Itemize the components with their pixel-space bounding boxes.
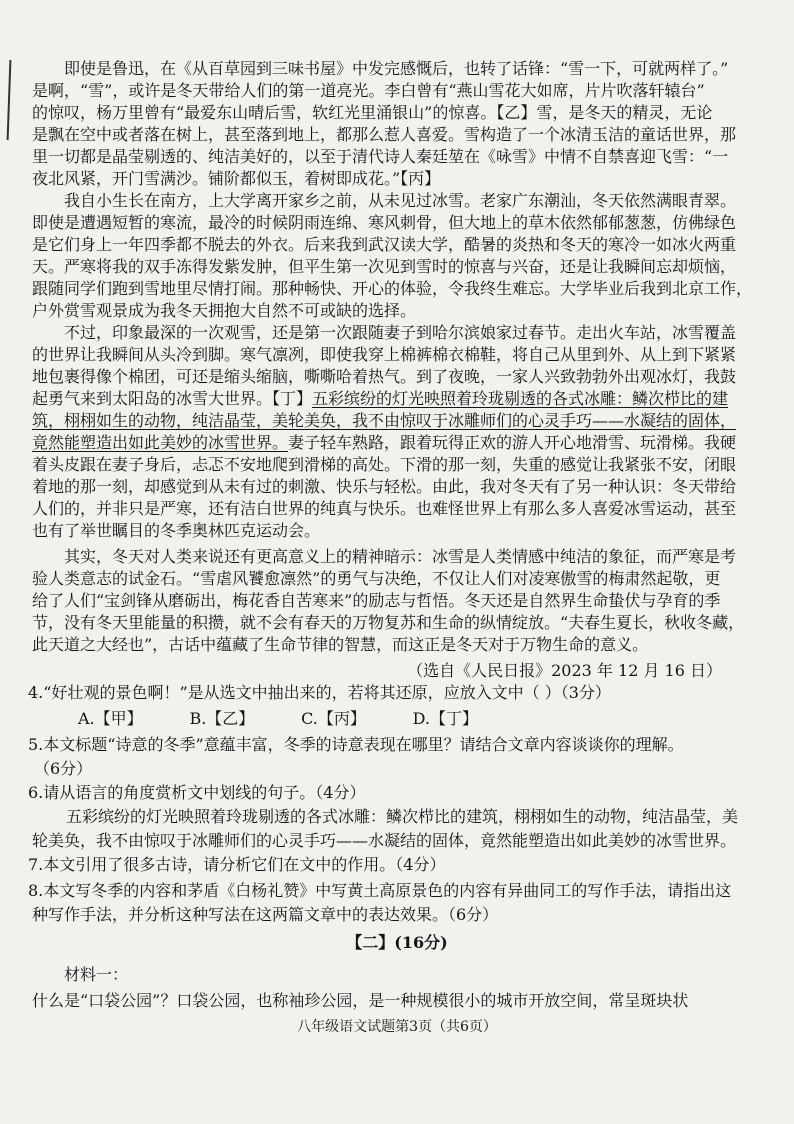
article-line: 户外赏雪观景成为我冬天拥抱大自然不可或缺的选择。 <box>32 301 417 320</box>
article-line: 的世界让我瞬间从头冷到脚。寒气凛冽，即使我穿上棉裤棉衣棉鞋，将自己从里到外、从上到下紧紧 <box>32 345 737 364</box>
article-line: 是飘在空中或者落在树上，甚至落到地上，都那么惹人喜爱。雪构造了一个冰清玉洁的童话世界，那 <box>32 125 737 144</box>
question-6-quote: 五彩缤纷的灯光映照着玲珑剔透的各式冰雕：鳞次栉比的建筑，栩栩如生的动物，纯洁晶莹，美 <box>66 807 739 826</box>
article-line: 是啊，“雪”，或许是冬天带给人们的第一道亮光。李白曾有“燕山雪花大如席，片片吹落轩辕台” <box>32 81 705 100</box>
article-line: 地包裹得像个棉团，可还是缩头缩脑，嘶嘶哈着热气。到了夜晚，一家人兴致勃勃外出观冰灯，我鼓 <box>32 367 737 386</box>
article-line: 着地的那一刻，却感觉到从未有过的刺激、快乐与轻松。由此，我对冬天有了另一种认识：冬天带给 <box>32 477 737 496</box>
article-line: 是它们身上一年四季都不脱去的外衣。后来我到武汉读大学，酷暑的炎热和冬天的寒冷一如冰火两重 <box>32 235 737 254</box>
article-line: 着头皮跟在妻子身后，忐忑不安地爬到滑梯的高处。下滑的那一刻，失重的感觉让我紧张不安，闭眼 <box>32 455 737 474</box>
article-source: （选自《人民日报》2023 年 12 月 16 日） <box>407 661 722 680</box>
article-line <box>32 432 736 454</box>
article-line: 不过，印象最深的一次观雪，还是第一次跟随妻子到哈尔滨娘家过春节。走出火车站，冰雪覆盖 <box>64 323 737 342</box>
article-line: 此天道之大经也”，古话中蕴藏了生命节律的智慧，而这正是冬天对于万物生命的意义。 <box>32 635 649 654</box>
section-title: 【二】(16分) <box>346 933 448 952</box>
question-6-quote: 轮美奂，我不由惊叹于冰雕师们的心灵手巧——水凝结的固体，竟然能塑造出如此美妙的冰雪世界。 <box>32 831 737 850</box>
article-line: 夜北风紧，开门雪满沙。铺阶都似玉，着树即成花。”【丙】 <box>32 169 441 188</box>
article-line: 给了人们“宝剑锋从磨砺出，梅花香自苦寒来”的励志与哲悟。冬天还是自然界生命蛰伏与孕育的季 <box>32 591 721 610</box>
article-line: 其实，冬天对人类来说还有更高意义上的精神暗示：冰雪是人类情感中纯洁的象征，而严寒是考 <box>64 547 737 566</box>
option-d: D.【丁】 <box>412 709 478 728</box>
option-a: A.【甲】 <box>78 709 143 728</box>
question-8: 8.本文写冬季的内容和茅盾《白杨礼赞》中写黄土高原景色的内容有异曲同工的写作手法，请指出这 <box>28 881 732 900</box>
article-text: 妻子轻车熟路，跟着玩得正欢的游人开心地滑雪、玩滑梯。我硬 <box>288 433 737 452</box>
article-line <box>32 388 728 410</box>
question-5: 5.本文标题“诗意的冬季”意蕴丰富，冬季的诗意表现在哪里？请结合文章内容谈谈你的理解。 <box>28 735 684 754</box>
article-line: 跟随同学们跑到雪地里尽情打闹。那种畅快、开心的体验，令我终生难忘。大学毕业后我到北京工作， <box>32 279 753 298</box>
article-line: 我自小生长在南方，上大学离开家乡之前，从未见过冰雪。老家广东潮汕，冬天依然满眼青翠。 <box>64 191 737 210</box>
question-4: 4.“好壮观的景色啊！”是从选文中抽出来的，若将其还原，应放入文中（ ）（3分） <box>28 683 611 702</box>
article-line: 即使是遭遇短暂的寒流，最冷的时候阴雨连绵、寒风刺骨，但大地上的草木依然郁郁葱葱，仿佛绿色 <box>32 213 737 232</box>
article-line: 节，没有冬天里能量的积攒，就不会有春天的万物复苏和生命的纵情绽放。“夫春生夏长，秋收冬藏， <box>32 613 745 632</box>
question-7: 7.本文引用了很多古诗，请分析它们在文中的作用。（4分） <box>28 855 446 874</box>
article-line: 人们的，并非只是严寒，还有洁白世界的纯真与快乐。也难怪世界上有那么多人喜爱冰雪运动，甚至 <box>32 499 737 518</box>
question-6: 6.请从语言的角度赏析文中划线的句子。（4分） <box>28 783 366 802</box>
question-8: 种写作手法，并分析这种写法在这两篇文章中的表达效果。（6分） <box>32 905 499 924</box>
article-line <box>32 410 736 432</box>
article-line: 的惊叹，杨万里曾有“最爱东山晴后雪，软红光里涌银山”的惊喜。【乙】雪，是冬天的精灵，无论 <box>32 103 713 122</box>
material-label: 材料一： <box>64 965 129 984</box>
margin-pen-mark <box>7 60 12 140</box>
article-line: 即使是鲁迅，在《从百草园到三味书屋》中发完感慨后，也转了话锋：“雪一下，可就两样了。” <box>64 59 729 78</box>
article-line: 里一切都是晶莹剔透的、纯洁美好的，以至于清代诗人秦廷堃在《咏雪》中情不自禁喜迎飞雪：“一 <box>32 147 729 166</box>
question-5-score: （6分） <box>34 759 93 778</box>
underlined-sentence: 竟然能塑造出如此美妙的冰雪世界。 <box>32 433 289 452</box>
page-footer: 八年级语文试题第3页（共6页） <box>297 1019 497 1035</box>
article-line: 天。严寒将我的双手冻得发紫发肿，但平生第一次见到雪时的惊喜与兴奋，还是让我瞬间忘却烦恼， <box>32 257 737 276</box>
article-line: 也有了举世瞩目的冬季奥林匹克运动会。 <box>32 521 321 540</box>
underlined-sentence: 五彩缤纷的灯光映照着玲珑剔透的各式冰雕：鳞次栉比的建 <box>312 389 729 408</box>
option-b: B.【乙】 <box>189 709 255 728</box>
question-4-options <box>78 708 478 730</box>
article-line: 验人类意志的试金石。“雪虐风饕愈凛然”的勇气与决绝，不仅让人们对凌寒傲雪的梅肃然起敬，更 <box>32 569 721 588</box>
option-c: C.【丙】 <box>301 709 366 728</box>
underlined-sentence: 筑，栩栩如生的动物，纯洁晶莹，美轮美奂，我不由惊叹于冰雕师们的心灵手巧——水凝结的固体， <box>32 411 737 430</box>
article-text: 起勇气来到太阳岛的冰雪大世界。【丁】 <box>32 389 313 408</box>
material-text: 什么是“口袋公园”？口袋公园，也称袖珍公园，是一种规模很小的城市开放空间，常呈斑块状 <box>32 991 689 1010</box>
